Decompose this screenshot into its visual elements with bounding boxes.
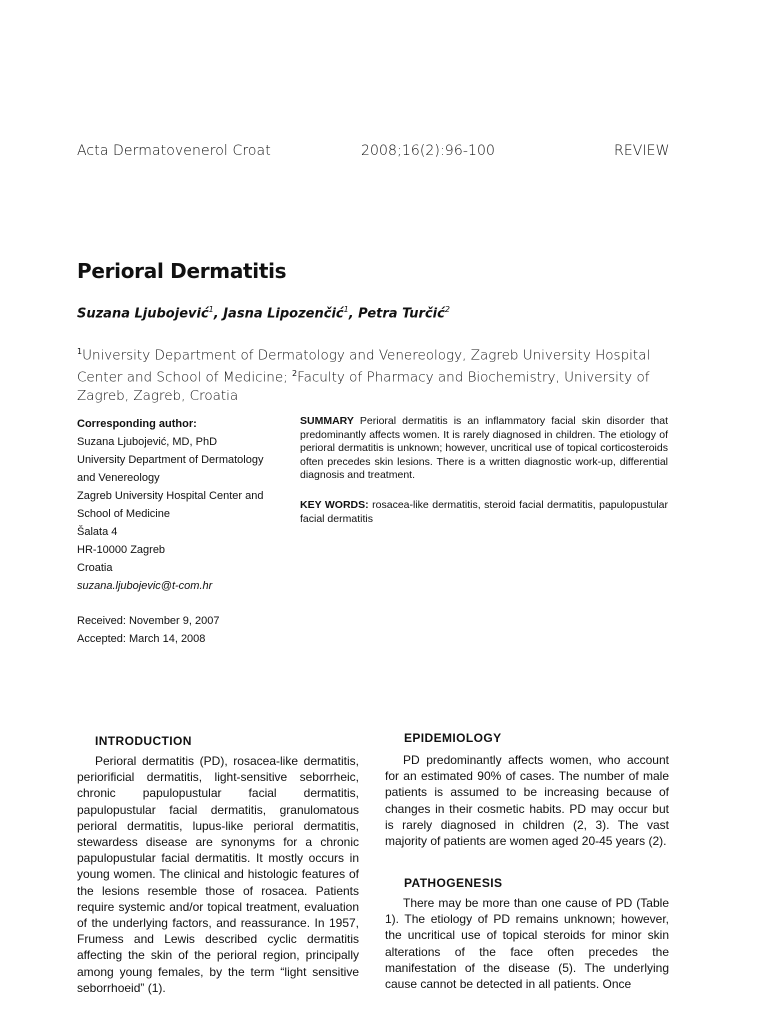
corresponding-heading: Corresponding author: [77, 418, 197, 430]
author-name: Petra Turčić [358, 306, 445, 322]
journal-name: Acta Dermatovenerol Croat [77, 143, 271, 159]
corresponding-line: University Department of Dermatology [77, 454, 264, 466]
corresponding-line: Suzana Ljubojević, MD, PhD [77, 436, 218, 448]
citation: 2008;16(2):96-100 [361, 143, 495, 159]
affiliation-text: Faculty of Pharmacy and Biochemistry, University of Zagreb, Zagreb, Croatia [77, 369, 650, 404]
corresponding-line: Šalata 4 [77, 526, 118, 538]
author-name: Suzana Ljubojević [77, 306, 209, 322]
summary-label: SUMMARY [300, 415, 354, 427]
corresponding-line: HR-10000 Zagreb [77, 544, 166, 556]
pathogenesis-body [385, 895, 669, 992]
article-type: REVIEW [614, 143, 670, 159]
affiliation-text: University Department of Dermatology and Venereology, Zagreb University Hospital Center and School of Medicine; [77, 347, 651, 386]
keywords-label: KEY WORDS: [300, 499, 369, 511]
dates-block [77, 612, 219, 648]
summary-block [300, 415, 668, 483]
epidemiology-paragraph: PD predominantly affects women, who account for an estimated 90% of cases. The number of male patients is assumed to be increasing because of changes in their cosmetic habits. PD may occur but is rarely diagnosed in children (2, 3). The vast majority of patients are women aged 20-45 years (2). [385, 753, 669, 849]
affil-mark: 1 [77, 347, 83, 356]
corresponding-author-block [77, 415, 287, 595]
summary-text: Perioral dermatitis is an inflammatory facial skin disorder that predominantly affects women. It is rarely diagnosed in children. The etiology of perioral dermatitis is unknown; however, uncritical use of topical corticosteroids often precedes skin lesions. There is a written diagnostic work-up, differential diagnosis and treatment. [300, 415, 669, 482]
affil-mark: 2 [291, 369, 298, 378]
pathogenesis-heading: PATHOGENESIS [404, 876, 503, 890]
corresponding-line: Zagreb University Hospital Center and [77, 490, 264, 502]
corresponding-line: Croatia [77, 562, 113, 574]
author-affil-mark: 1 [208, 305, 214, 314]
affiliations [77, 343, 667, 406]
introduction-paragraph: Perioral dermatitis (PD), rosacea-like dermatitis, periorificial dermatitis, light-sensitive seborrheic, chronic papulopustular facial dermatitis, papulopustular facial dermatitis, granulomatous perioral dermatitis, lupus-like perioral dermatitis, stewardess disease are synonyms for a chronic papulopustular facial dermatitis. It mostly occurs in young women. The clinical and histologic features of the lesions resemble those of rosacea. Patients require systemic and/or topical treatment, evaluation of the underlying factors, and reassurance. In 1957, Frumess and Lewis described cyclic dermatitis affecting the skin of the perioral region, principally among young females, by the term “light sensitive seborrhoeid” (1). [77, 754, 359, 995]
epidemiology-heading: EPIDEMIOLOGY [404, 731, 502, 745]
pathogenesis-paragraph: There may be more than one cause of PD (Table 1). The etiology of PD remains unknown; however, the uncritical use of topical steroids for minor skin alterations of the face often precedes the manifestation of the disease (5). The underlying cause cannot be detected in all patients. Once [385, 896, 669, 992]
corresponding-line: and Venereology [77, 472, 160, 484]
keywords-text: rosacea-like dermatitis, steroid facial dermatitis, papulopustular facial dermatitis [300, 499, 668, 525]
accepted-date: Accepted: March 14, 2008 [77, 633, 206, 645]
introduction-body [77, 753, 359, 996]
author-name: Jasna Lipozenčić [223, 306, 344, 322]
keywords-block [300, 499, 668, 526]
corresponding-line: School of Medicine [77, 508, 170, 520]
received-date: Received: November 9, 2007 [77, 615, 220, 627]
article-title: Perioral Dermatitis [77, 259, 287, 283]
author-affil-mark: 2 [444, 305, 450, 314]
author-list: Suzana Ljubojević$^1$, Jasna Lipozenčić$^1$, Petra Turčić$^2$ [77, 305, 450, 322]
email-link[interactable]: suzana.ljubojevic@t-com.hr [77, 580, 213, 592]
introduction-heading: INTRODUCTION [95, 734, 192, 748]
author-affil-mark: 1 [343, 305, 349, 314]
epidemiology-body [385, 752, 669, 849]
